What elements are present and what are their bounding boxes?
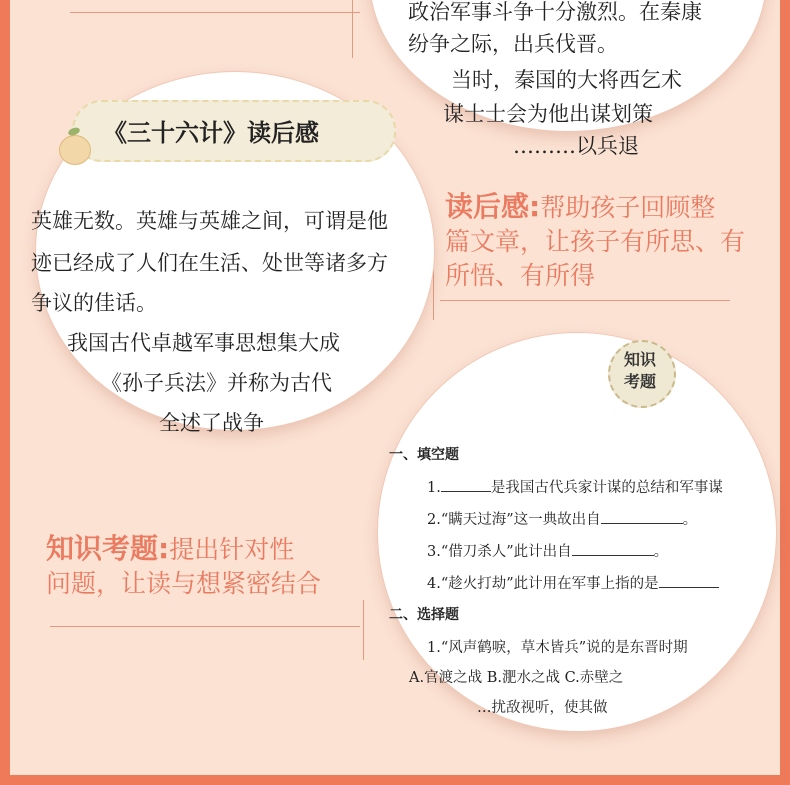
badge-line: 考题 bbox=[623, 372, 656, 391]
choice-options: A.官渡之战 B.淝水之战 C.赤壁之 bbox=[409, 670, 624, 686]
reading-caption-line1 bbox=[445, 190, 775, 225]
sample-line: 《孙子兵法》并称为古代 bbox=[101, 371, 332, 395]
reading-caption-label: 读后感: bbox=[445, 190, 541, 223]
sample-line: 英雄无数。英雄与英雄之间，可谓是他 bbox=[31, 209, 388, 233]
quiz-caption-line1 bbox=[46, 532, 376, 567]
partial-line: …扰敌视听，使其做 bbox=[477, 700, 608, 716]
reading-caption-text-1: 帮助孩子回顾整 bbox=[540, 193, 716, 222]
excerpt-line: ………以兵退 bbox=[513, 134, 639, 158]
sample-line: 迹已经成了人们在生活、处世等诸多方 bbox=[31, 251, 388, 275]
sample-line: 我国古代卓越军事思想集大成 bbox=[67, 331, 340, 355]
badge-line: 知识 bbox=[623, 350, 656, 369]
sample-line: 争议的佳话。 bbox=[31, 291, 157, 315]
knowledge-badge-text bbox=[620, 349, 660, 393]
fill-item-2: 2.“瞒天过海”这一典故出自 。 bbox=[427, 508, 697, 529]
fill-item-1: 1. 是我国古代兵家计谋的总结和军事谋 bbox=[427, 476, 723, 497]
excerpt-line: 谋士士会为他出谋划策 bbox=[443, 102, 653, 126]
section-fill-blank: 一、填空题 bbox=[389, 447, 459, 463]
page-canvas bbox=[10, 0, 780, 775]
deco-line-mid bbox=[440, 300, 730, 301]
sample-title: 《三十六计》读后感 bbox=[103, 119, 319, 147]
fill-item-3: 3.“借刀杀人”此计出自 。 bbox=[427, 540, 668, 561]
deco-line-bottom-vertical bbox=[363, 600, 364, 660]
section-choice: 二、选择题 bbox=[389, 607, 459, 623]
choice-question: 1.“风声鹤唳，草木皆兵”说的是东晋时期 bbox=[427, 640, 688, 656]
reading-caption-line3: 所悟、有所得 bbox=[445, 261, 596, 290]
peach-icon bbox=[59, 135, 91, 165]
deco-line-top bbox=[70, 12, 360, 13]
sample-line: 全述了战争 bbox=[159, 411, 264, 435]
reading-caption-line2: 篇文章，让孩子有所思、有 bbox=[445, 227, 746, 256]
top-excerpt-circle bbox=[370, 0, 766, 158]
quiz-circle bbox=[378, 333, 776, 731]
deco-line-top-vertical bbox=[352, 0, 353, 58]
quiz-caption-text-1: 提出针对性 bbox=[169, 535, 295, 564]
excerpt-line: 当时，秦国的大将西乞术 bbox=[451, 68, 682, 92]
quiz-caption-line2: 问题，让读与想紧密结合 bbox=[46, 569, 322, 598]
reading-caption bbox=[445, 190, 775, 293]
fill-item-4: 4.“趁火打劫”此计用在军事上指的是 bbox=[427, 572, 719, 593]
excerpt-line: 政治军事斗争十分激烈。在秦康 bbox=[408, 0, 702, 24]
deco-line-bottom bbox=[50, 626, 360, 627]
quiz-caption-label: 知识考题: bbox=[46, 532, 170, 565]
excerpt-line: 纷争之际，出兵伐晋。 bbox=[408, 32, 618, 56]
quiz-caption bbox=[46, 532, 376, 601]
